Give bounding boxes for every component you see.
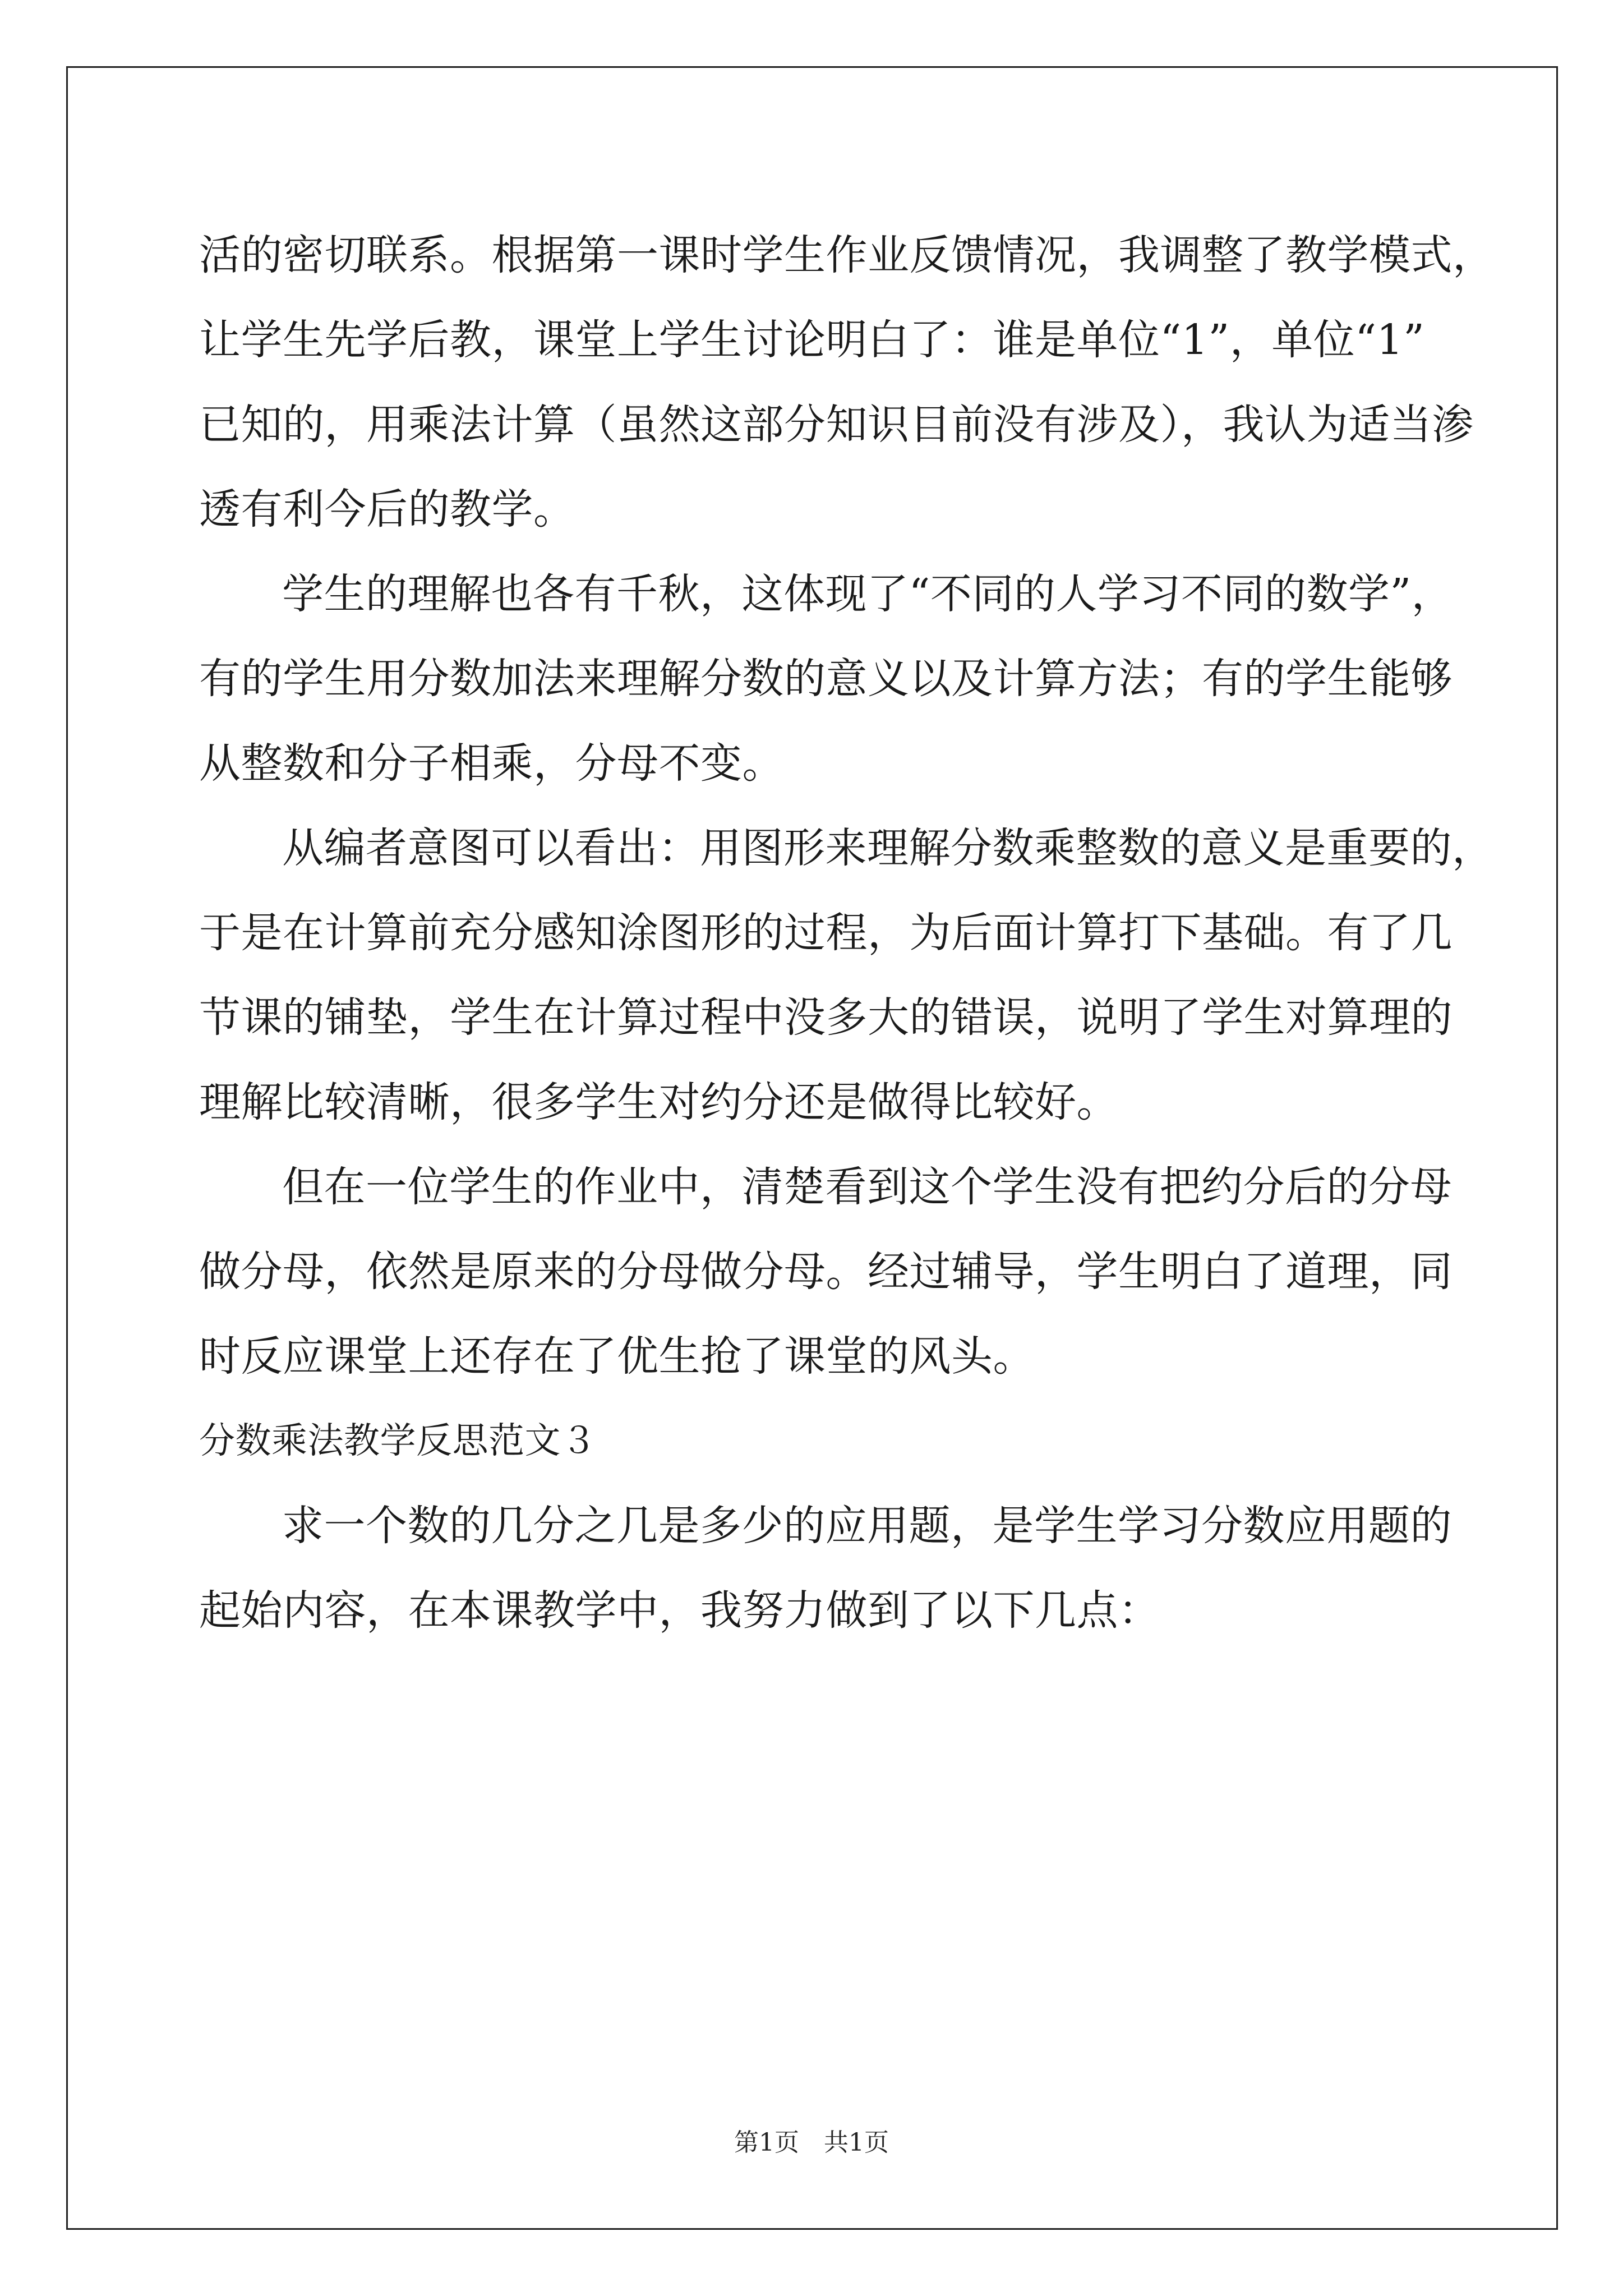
page-number: 第1页 共1页 [734,2128,889,2157]
paragraph-line: 让学生先学后教，课堂上学生讨论明白了：谁是单位“1”，单位“1” [199,316,1425,364]
paragraph-line: 但在一位学生的作业中，清楚看到这个学生没有把约分后的分母 [282,1163,1452,1211]
paragraph-line: 求一个数的几分之几是多少的应用题，是学生学习分数应用题的 [282,1502,1452,1550]
paragraph-line: 节课的铺垫，学生在计算过程中没多大的错误，说明了学生对算理的 [199,993,1453,1042]
document-body [199,213,1495,1653]
paragraph-line: 起始内容，在本课教学中，我努力做到了以下几点： [199,1586,1160,1635]
section-heading: 分数乘法教学反思范文３ [199,1420,597,1462]
paragraph-line: 有的学生用分数加法来理解分数的意义以及计算方法；有的学生能够 [199,655,1453,703]
paragraph-line: 时反应课堂上还存在了优生抢了课堂的风头。 [199,1332,1035,1381]
paragraph-line: 做分母，依然是原来的分母做分母。经过辅导，学生明白了道理，同 [199,1248,1453,1296]
paragraph-line: 活的密切联系。根据第一课时学生作业反馈情况，我调整了教学模式， [199,231,1495,279]
paragraph-line: 于是在计算前充分感知涂图形的过程，为后面计算打下基础。有了几 [199,909,1453,957]
paragraph-line: 从整数和分子相乘，分母不变。 [199,739,784,788]
paragraph-line: 透有利今后的教学。 [199,485,575,533]
paragraph-line: 从编者意图可以看出：用图形来理解分数乘整数的意义是重要的， [282,824,1494,872]
paragraph-line: 理解比较清晰，很多学生对约分还是做得比较好。 [199,1078,1118,1126]
paragraph-line: 已知的，用乘法计算（虽然这部分知识目前没有涉及），我认为适当渗 [199,401,1474,449]
paragraph-line: 学生的理解也各有千秋，这体现了“不同的人学习不同的数学”， [282,570,1454,618]
